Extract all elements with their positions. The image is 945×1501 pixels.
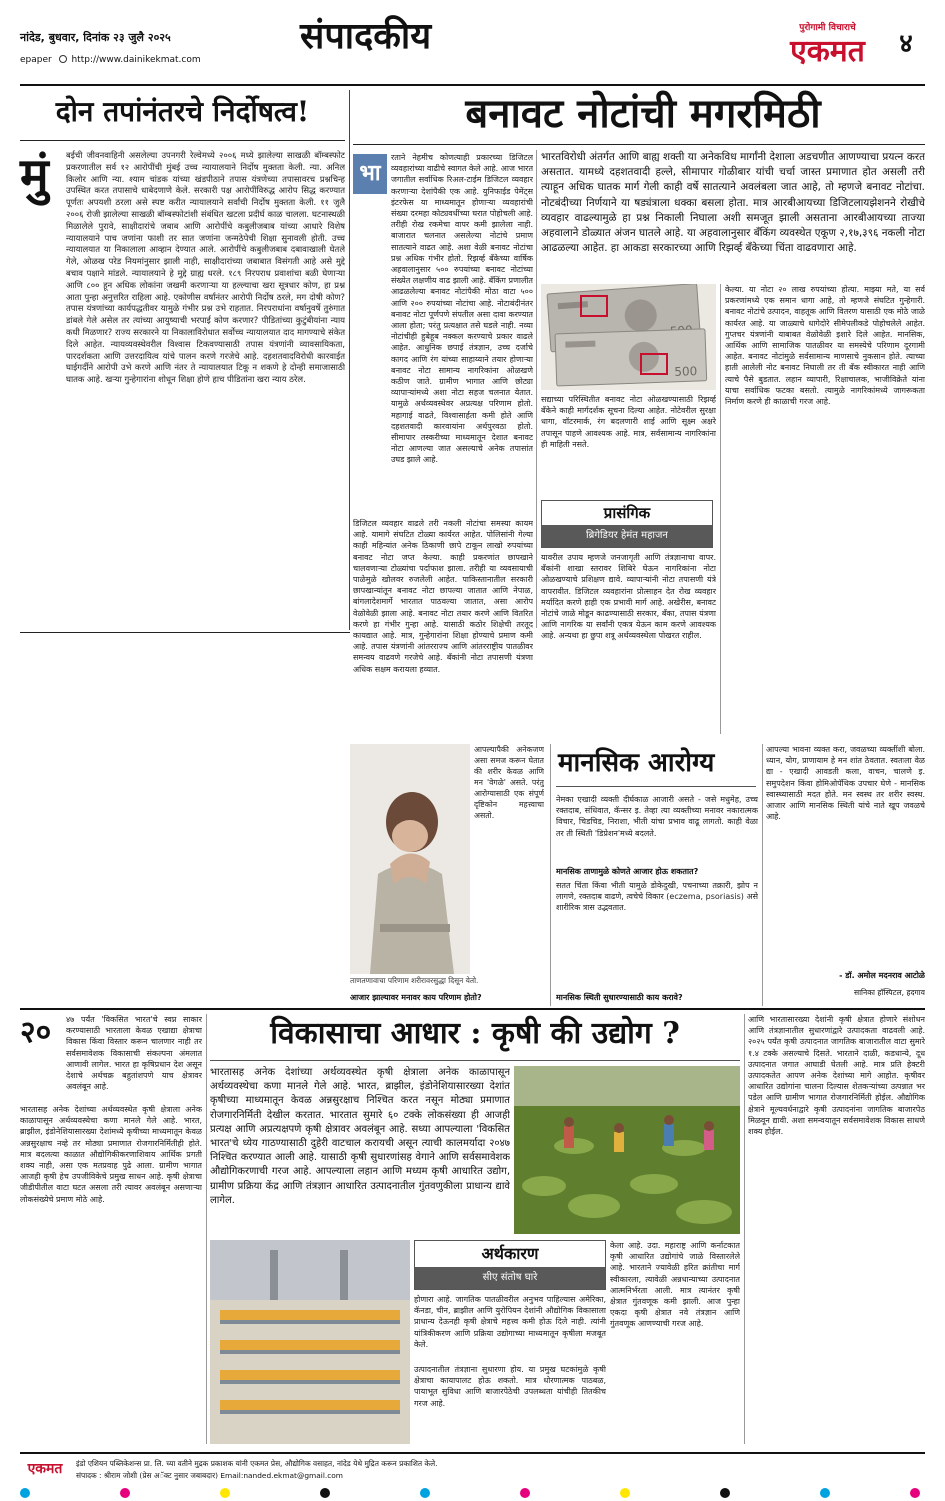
registration-dot bbox=[910, 1488, 920, 1498]
byline-label: प्रासंगिक bbox=[603, 504, 651, 522]
svg-text:500: 500 bbox=[674, 364, 698, 379]
banknote-photo bbox=[541, 284, 716, 390]
column-rule-main bbox=[349, 90, 350, 630]
agri-col1: भारतासह अनेक देशांच्या अर्थव्यवस्थेत कृषी क्षेत्राला अनेक काळापासून अर्थव्यवस्थेचा कणा मानले गेले आहे. भारत, ब्राझील, इंडोनेशियासारख्या देशांमध्ये कृषीच्या माध्यमातून केवळ अन्नसुरक्षाच नव्हे तर मोठ्या प्रमाणात रोजगारनिर्मितीही होते. मात्र बदलत्या काळात औद्योगिकीकरणाशिवाय आर्थिक प्रगती शक्य नाही, असा एक मतप्रवाह पुढे आला. ग्रामीण भागात आजही कृषी हेच उपजीविकेचे प्रमुख साधन आहे. कृषी क्षेत्राचा जीडीपीतील वाटा घटत असला तरी त्यावर अवलंबून असणाऱ्या लोकसंख्येचे प्रमाण मोठे आहे. bbox=[20, 1105, 202, 1204]
feature-headline: बनावट नोटांची मगरमिठी bbox=[465, 90, 821, 137]
feature-col1: रताने नेहमीच कोणत्याही प्रकारच्या डिजिटल व्यवहारांच्या वाढीचे स्वागत केले आहे. आज भारत जगातील सर्वाधिक रिअल-टाईम डिजिटल व्यवहार करणाऱ्या देशांपैकी एक आहे. युनिफाईड पेमेंट्स इंटरफेस या माध्यमातून होणाऱ्या व्यवहारांची संख्या दरमहा कोट्यवधींच्या घरात पोहोचली आहे. तरीही रोख रकमेचा वापर कमी झालेला नाही. बाजारात चलनात असलेल्या नोटांचे प्रमाण सातत्याने वाढत आहे. अशा वेळी बनावट नोटांचा प्रश्न अधिक गंभीर होतो. रिझर्व्ह बँकेच्या वार्षिक अहवालानुसार ५०० रुपयांच्या बनावट नोटांच्या संख्येत लक्षणीय वाढ झाली आहे. बँकिंग प्रणालीत आढळलेल्या बनावट नोटांपैकी मोठा वाटा ५०० आणि २०० रुपयांच्या नोटांचा आहे. नोटाबंदीनंतर बनावट नोटा पूर्णपणे संपतील असा दावा करण्यात आला होता; परंतु प्रत्यक्षात तसे घडले नाही. नव्या नोटांचीही हुबेहूब नक्कल करण्याचे प्रकार वाढले आहेत. आधुनिक छपाई तंत्रज्ञान, उच्च दर्जाचे कागद आणि रंग यांच्या साहाय्याने तयार होणाऱ्या बनावट नोटा सामान्य नागरिकांना ओळखणे कठीण जाते. ग्रामीण भागात आणि छोट्या व्यापाऱ्यांमध्ये अशा नोटा सहज चलनात येतात. यामुळे अर्थव्यवस्थेवर अप्रत्यक्ष परिणाम होतो. महागाई वाढते, विश्वासार्हता कमी होते आणि दहशतवादी कारवायांना अर्थपुरवठा होतो. सीमापार तस्करीच्या माध्यमातून देशात बनावट नोटा आणल्या जात असल्याचे अनेक तपासांत उघड झाले आहे. bbox=[391, 153, 533, 465]
feature-col-rule-1 bbox=[536, 150, 537, 628]
editorial-headline-rule bbox=[20, 140, 345, 141]
agri-headline-rule bbox=[210, 1060, 740, 1061]
feature-headline-rule bbox=[353, 144, 925, 145]
registration-dot bbox=[720, 1488, 730, 1498]
registration-dot bbox=[620, 1488, 630, 1498]
agri-col-mid3: उत्पादनातील तंत्रज्ञाना सुधारणा होय. या प्रमुख घटकांमुळे कृषी क्षेत्राचा कायापालट होऊ शकतो. मात्र धोरणात्मक पाठबळ, पायाभूत सुविधा आणि बाजारपेठेची उपलब्धता यांचीही तितकीच गरज आहे. bbox=[414, 1365, 606, 1408]
agri-headline: विकासाचा आधार : कृषी की उद्योग ? bbox=[270, 1016, 680, 1051]
agri-col-rule-2 bbox=[744, 1014, 745, 1444]
registration-dot bbox=[320, 1488, 330, 1498]
byline-author: ब्रिगेडियर हेमंत महाजन bbox=[542, 525, 712, 547]
mental-headline-rule bbox=[556, 786, 756, 787]
mental-sub1: मानसिक ताणामुळे कोणते आजार होऊ शकतात? bbox=[556, 867, 699, 876]
footer-imprint-2: संपादक : श्रीराम जोशी (प्रेस अॅक्ट नुसार जबाबदार) Email:nanded.ekmat@gmail.com bbox=[76, 1471, 344, 1480]
epaper-link[interactable]: http://www.dainikekmat.com bbox=[71, 55, 201, 65]
stressed-woman-illustration bbox=[350, 744, 470, 974]
agri-col-mid1: केला आहे. उदा. महाराष्ट्र आणि कर्नाटकात कृषी आधारित उद्योगांचे जाळे विस्तारलेले आहे. भारताने ज्यावेळी हरित क्रांतीचा मार्ग स्वीकारला, त्यावेळी अन्नधान्याच्या उत्पादनात आत्मनिर्भरता आली. मात्र त्यानंतर कृषी क्षेत्रात गुंतवणूक कमी झाली. आज पुन्हा एकदा कृषी क्षेत्रात नवे तंत्रज्ञान आणि गुंतवणूक आणण्याची गरज आहे. bbox=[610, 1241, 740, 1329]
registration-dot bbox=[20, 1488, 30, 1498]
brand-name: एकमत bbox=[790, 34, 865, 69]
editorial-headline: दोन तपांनंतरचे निर्दोषत्व! bbox=[55, 95, 310, 128]
mental-byline: - डॉ. अमोल मदनराव आटोळे bbox=[839, 971, 925, 980]
editorial-body: बईची जीवनवाहिनी असलेल्या उपनगरी रेल्वेमध्ये २००६ मध्ये झालेल्या साखळी बॉम्बस्फोट प्रकरणातील सर्व १२ आरोपींची मुंबई उच्च न्यायालयाने निर्दोष मुक्तता केली. न्या. अनिल किलोर आणि न्या. श्याम चांडक यांच्या खंडपीठाने तपास यंत्रणेच्या तपासावरच प्रश्नचिन्ह उपस्थित करत तपासाचे धाबेदणाणे केले. सरकारी पक्ष आरोपींविरुद्ध आरोप सिद्ध करण्यात पूर्णतः अपयशी ठरला असे स्पष्ट करीत न्यायालयाने सर्वांची निर्दोष मुक्तता केली. ११ जुलै २००६ रोजी झालेल्या साखळी बॉम्बस्फोटांशी संबंधित खटला प्रदीर्घ काळ चालला. घटनास्थळी मिळालेले पुरावे, साक्षीदारांचे जबाब आणि आरोपींचे कबुलीजबाब यांच्या आधारे विशेष न्यायालयाने पाच जणांना फाशी तर सात जणांना जन्मठेपेची शिक्षा सुनावली होती. उच्च न्यायालयात या निकालाला आव्हान देण्यात आले. आरोपींचे कबुलीजबाब दबावाखाली घेतले गेले, ओळख परेड नियमांनुसार झाली नाही, साक्षीदारांच्या जबाबात विसंगती आहे असे मुद्दे बचाव पक्षाने मांडले. न्यायालयाने हे मुद्दे ग्राह्य धरले. १८९ निरपराध प्रवाशांचा बळी घेणाऱ्या आणि ८०० हून अधिक लोकांना जखमी करणाऱ्या या हल्ल्याचा खरा सूत्रधार कोण, हा प्रश्न आता पुन्हा अनुत्तरित राहिला आहे. एकोणीस वर्षांनंतर आरोपी निर्दोष ठरले, मग दोषी कोण? तपास यंत्रणांच्या कार्यपद्धतीवर यामुळे गंभीर प्रश्न उभे राहतात. निरपराधांना वर्षानुवर्षे तुरुंगात डांबले गेले असेल तर त्यांच्या आयुष्याची भरपाई कोण करणार? पीडितांच्या कुटुंबीयांना न्याय कधी मिळणार? राज्य सरकारने या निकालाविरोधात सर्वोच्च न्यायालयात दाद मागण्याचे संकेत दिले आहेत. न्यायव्यवस्थेवरील विश्वास टिकवण्यासाठी तपास यंत्रणांनी व्यावसायिकता, पारदर्शकता आणि उत्तरदायित्व यांचे पालन करणे गरजेचे आहे. दहशतवादविरोधी कारवाईत घाईगर्दीने आरोपी उभे करणे आणि नंतर ते न्यायालयात टिकू न शकणे हे दोन्ही समाजासाठी घातक आहे. खऱ्या गुन्हेगारांना शोधून शिक्षा होणे हाच पीडितांना खरा न्याय ठरेल. bbox=[66, 150, 345, 385]
feature-intro: भारतविरोधी अंतर्गत आणि बाह्य शक्ती या अनेकविध मार्गांनी देशाला अडचणीत आणण्याचा प्रयत्न करत असतात. यामध्ये दहशतवादी हल्ले, सीमापार गोळीबार यांची चर्चा जास्त प्रमाणात होत असली तरी त्याहून अधिक घातक मार्ग गेली काही वर्षे सातत्याने अवलंबला जात आहे, तो म्हणजे बनावट नोटांचा. नोटबंदीच्या निर्णयाने या षड्यंत्राला धक्का बसला होता. मात्र आरबीआयच्या डिजिटलायझेशनने रोखीचे व्यवहार वाढल्यामुळे हा प्रश्न निकाली निघाला अशी समजूत झाली असताना आरबीआयच्या ताज्या अहवालाने डोळ्यात अंजन घातले आहे. या अहवालानुसार बँकिंग व्यवस्थेत एकूण २,१७,३९६ नकली नोटा आढळल्या आहेत. हा आकडा सरकारच्या आणि रिझर्व्ह बँकेच्या चिंता वाढवणारा आहे. bbox=[541, 151, 925, 255]
agri-byline-box bbox=[414, 1240, 606, 1290]
mental-col-rule bbox=[550, 744, 551, 1006]
footer bbox=[20, 1452, 925, 1484]
mental-body-right: आपल्या भावना व्यक्त करा, जवळच्या व्यक्तींशी बोला. ध्यान, योग, प्राणायाम हे मन शांत ठेवतात. स्वतःला वेळ द्या - एखादी आवडती कला, वाचन, चालणे इ. समुपदेशन किंवा होमिओपॅथिक उपचार घेणे - मानसिक स्वास्थ्यासाठी मदत होते. मन स्वस्थ तर शरीर स्वस्थ. आजार आणि मानसिक स्थिती यांचे नाते खूप जवळचे आहे. bbox=[766, 745, 925, 822]
brand-logo bbox=[770, 22, 885, 74]
epaper-line bbox=[20, 55, 201, 65]
registration-marks bbox=[0, 1486, 945, 1500]
mental-q1: आजार झाल्यावर मनावर काय परिणाम होतो? bbox=[350, 993, 482, 1002]
date-line: नांदेड, बुधवार, दिनांक २३ जुलै २०२५ bbox=[20, 31, 171, 44]
agri-col-mid2: होणारा आहे. जागतिक पातळीवरील अनुभव पाहिल्यास अमेरिका, कॅनडा, चीन, ब्राझील आणि युरोपियन देशांनी औद्योगिक विकासाला प्राधान्य देऊनही कृषी क्षेत्राचे महत्त्व कमी होऊ दिले नाही. त्यांनी यांत्रिकीकरण आणि प्रक्रिया उद्योगाच्या माध्यमातून कृषीला मजबूत केले. bbox=[414, 1295, 606, 1349]
agri-col-right: आणि भारतासारख्या देशांनी कृषी क्षेत्रात होणारे संशोधन आणि तंत्रज्ञानातील सुधारणांद्वारे उत्पादकता वाढवली आहे. २०२५ पर्यंत कृषी उत्पादनात जागतिक बाजारातील वाटा सुमारे १.४ टक्के असल्याचे दिसते. भारताने दाळी, कडधान्ये, दूध उत्पादनात जगात आघाडी घेतली आहे. मात्र प्रति हेक्टरी उत्पादकतेत आपण अनेक देशांच्या मागे आहोत. कृषीवर आधारित उद्योगांना चालना दिल्यास शेतकऱ्यांच्या उत्पन्नात भर पडेल आणि ग्रामीण भागात रोजगारनिर्मिती होईल. औद्योगिक क्षेत्राने मूल्यवर्धनाद्वारे कृषी उत्पादनांना जागतिक बाजारपेठ मिळवून द्यावी. अशा समन्वयातून सर्वसमावेशक विकास साधणे शक्य होईल. bbox=[748, 1015, 925, 1137]
mental-caption-side: आपल्यापैकी अनेकजण असा समज करून घेतात की शरीर केवळ आणि मन 'वेगळे' असते. परंतु आरोग्यासाठी एक संपूर्ण दृष्टिकोन महत्त्वाचा असतो. bbox=[474, 745, 544, 820]
epaper-label: epaper bbox=[20, 55, 52, 65]
brand-tagline: पुरोगामी विचाराचे bbox=[799, 23, 856, 33]
mental-q2: मानसिक स्थिती सुधारण्यासाठी काय करावे? bbox=[556, 993, 683, 1002]
banknote-illustration bbox=[541, 284, 716, 390]
mental-image-caption: ताणतणावाचा परिणाम शरीरावरसुद्धा दिसून येतो. bbox=[350, 976, 479, 985]
mental-body-left2: सतत चिंता किंवा भीती यामुळे डोकेदुखी, पचनाच्या तक्रारी, झोप न लागणे, रक्तदाब वाढणे, त्वचेचे विकार (eczema, psoriasis) असे शारीरिक त्रास उद्भवतात. bbox=[556, 881, 758, 913]
page-number: ४ bbox=[899, 29, 913, 59]
farm-illustration bbox=[514, 1066, 740, 1234]
masthead bbox=[0, 0, 945, 86]
feature-dropcap: भा bbox=[353, 154, 387, 194]
factory-photo bbox=[210, 1240, 410, 1444]
editorial-dropcap: मुं bbox=[20, 148, 49, 204]
registration-dot bbox=[820, 1488, 830, 1498]
stressed-woman-photo bbox=[350, 744, 470, 974]
farm-photo bbox=[514, 1066, 740, 1234]
agri-col-rule-1 bbox=[206, 1014, 207, 1444]
agri-dropcap: २० bbox=[20, 1015, 52, 1050]
registration-dot bbox=[220, 1488, 230, 1498]
mental-headline: मानसिक आरोग्य bbox=[558, 748, 715, 778]
byline-box bbox=[541, 500, 713, 548]
factory-illustration bbox=[210, 1240, 410, 1444]
mental-col-rule-2 bbox=[762, 744, 763, 1006]
feature-col3a: सद्याच्या परिस्थितीत बनावट नोटा ओळखण्यासाठी रिझर्व्ह बँकेने काही मार्गदर्शक सूचना दिल्या आहेत. नोटेवरील सुरक्षा धागा, वॉटरमार्क, रंग बदलणारी शाई आणि सूक्ष्म अक्षरे तपासून पाहणे आवश्यक आहे. मात्र, सर्वसामान्य नागरिकांना ही माहिती नसते. bbox=[541, 395, 716, 449]
agri-byline-author: सीए संतोष घारे bbox=[415, 1267, 605, 1289]
registration-dot bbox=[520, 1488, 530, 1498]
mental-health-section bbox=[350, 738, 925, 1008]
editorial-left bbox=[20, 88, 345, 630]
agri-intro: ४७ पर्यंत 'विकसित भारत'चे स्वप्न साकार करण्यासाठी भारताला केवळ एखाद्या क्षेत्राचा विकास किंवा विस्तार करून चालणार नाही तर सर्वसमावेशक विकासाची संकल्पना अंमलात आणावी लागेल. भारत हा कृषिप्रधान देश असून देशाचे अर्थचक्र बहुतांशपणे याच क्षेत्रावर अवलंबून आहे. bbox=[66, 1015, 202, 1092]
footer-imprint-1: इंडो एशियन पब्लिकेशन्स प्रा. लि. च्या वतीने मुद्रक प्रकाशक यांनी एकमत प्रेस, औद्योगिक वसाहत, नांदेड येथे मुद्रित करून प्रकाशित केले. bbox=[76, 1459, 438, 1468]
mental-body-left: नेमका एखादी व्यक्ती दीर्घकाळ आजारी असते - जसे मधुमेह, उच्च रक्तदाब, संधिवात, कॅन्सर इ. तेव्हा त्या व्यक्तीच्या मनावर नकारात्मक विचार, चिडचिड, निराशा, भीती यांचा प्रभाव वाढू लागतो. काही वेळा तर ती स्थिती 'डिप्रेशन'मध्ये बदलते. bbox=[556, 795, 758, 838]
mental-affiliation: सानिका हॉस्पिटल, हदगाव bbox=[853, 988, 925, 997]
section-title: संपादकीय bbox=[300, 15, 432, 57]
feature-col3b: यावरील उपाय म्हणजे जनजागृती आणि तंत्रज्ञानाचा वापर. बँकांनी शाखा स्तरावर शिबिरे घेऊन नागरिकांना नोटा ओळखण्याचे प्रशिक्षण द्यावे. व्यापाऱ्यांनी नोटा तपासणी यंत्रे वापरावीत. डिजिटल व्यवहारांना प्रोत्साहन देत रोख व्यवहार मर्यादित करणे हाही एक प्रभावी मार्ग आहे. अखेरीस, बनावट नोटांचे जाळे मोडून काढण्यासाठी सरकार, बँका, तपास यंत्रणा आणि नागरिक या सर्वांनी एकत्र येऊन काम करणे आवश्यक आहे. अन्यथा हा छुपा शत्रू अर्थव्यवस्थेला पोखरत राहील. bbox=[541, 553, 716, 641]
globe-icon bbox=[59, 55, 67, 63]
feature-col2: डिजिटल व्यवहार वाढले तरी नकली नोटांचा समस्या कायम आहे. यामागे संघटित टोळ्या कार्यरत आहेत. पोलिसांनी गेल्या काही महिन्यांत अनेक ठिकाणी छापे टाकून लाखो रुपयांच्या बनावट नोटा जप्त केल्या. काही प्रकरणांत छापखाने चालवणाऱ्या टोळ्यांचा पर्दाफाश झाला. तरीही या व्यवसायाची पाळेमुळे खोलवर रुजलेली आहेत. पाकिस्तानातील सरकारी छापखान्यांतून बनावट नोटा छापल्या जातात आणि नेपाळ, बांगलादेशमार्गे भारतात पाठवल्या जातात, असा आरोप वेळोवेळी झाला आहे. बनावट नोटा तयार करणे आणि वितरित करणे हा गंभीर गुन्हा आहे. यासाठी कठोर शिक्षेची तरतूद कायद्यात आहे. मात्र, गुन्हेगारांना शिक्षा होण्याचे प्रमाण कमी आहे. तपास यंत्रणांनी आंतरराज्य आणि आंतरराष्ट्रीय पातळीवर समन्वय वाढवणे गरजेचे आहे. बँकांनी नोटा तपासणी यंत्रणा अधिक सक्षम करायला हव्यात. bbox=[353, 519, 533, 674]
registration-dot bbox=[420, 1488, 430, 1498]
agri-section bbox=[20, 1012, 925, 1452]
registration-dot bbox=[120, 1488, 130, 1498]
feature-col4: केल्या. या नोटा २० लाख रुपयांच्या होत्या. माझ्या मते, या सर्व प्रकरणांमध्ये एक समान धागा आहे, तो म्हणजे संघटित गुन्हेगारी. बनावट नोटांचे उत्पादन, वाहतूक आणि वितरण यासाठी एक मोठे जाळे कार्यरत आहे. या जाळ्याचे धागेदोरे सीमेपलीकडे पोहोचलेले आहेत. गुप्तचर यंत्रणांनी याबाबत वेळोवेळी इशारे दिले आहेत. मानसिक, आर्थिक आणि सामाजिक पातळीवर या समस्येचे परिणाम दूरगामी आहेत. बनावट नोटांमुळे सर्वसामान्य माणसाचे नुकसान होते. त्याच्या हाती आलेली नोट बनावट निघाली तर ती बँक स्वीकारत नाही आणि त्याचे पैसे बुडतात. लहान व्यापारी, रिक्षाचालक, भाजीविक्रेते यांना याचा सर्वाधिक फटका बसतो. त्यामुळे नागरिकांमध्ये जागरूकता निर्माण करणे ही काळाची गरज आहे. bbox=[725, 285, 925, 407]
agri-byline-label: अर्थकारण bbox=[481, 1244, 539, 1263]
agri-lead: भारतासह अनेक देशांच्या अर्थव्यवस्थेत कृषी क्षेत्राला अनेक काळापासून अर्थव्यवस्थेचा कणा मानले गेले आहे. भारत, ब्राझील, इंडोनेशियासारख्या देशांत कृषीच्या माध्यमातून केवळ अन्नसुरक्षाच निश्चित करत नसून मोठ्या प्रमाणात रोजगारनिर्मिती देखील करतात. भारतात सुमारे ६० टक्के लोकसंख्या ही आजही प्रत्यक्ष आणि अप्रत्यक्षपणे कृषी क्षेत्रावर अवलंबून आहे. सध्या आपल्याला 'विकसित भारत'चे ध्येय गाठण्यासाठी दुहेरी वाटचाल करायची असून त्याची कालमर्यादा २०४७ निश्चित करण्यात आली आहे. यासाठी कृषी सुधारणांसह वेगाने आणि सर्वसमावेशक औद्योगिकरणाची गरज आहे. आपल्याला लहान आणि मध्यम कृषी आधारित उद्योग, ग्रामीण प्रक्रिया केंद्र आणि तंत्रज्ञान आधारित उत्पादनातील गुंतवणुकीला प्राधान्य द्यावे लागेल. bbox=[210, 1067, 510, 1206]
footer-brand: एकमत bbox=[27, 1461, 63, 1477]
section-rule-1 bbox=[20, 632, 350, 633]
footer-logo bbox=[20, 1458, 70, 1482]
feature-col-rule-3 bbox=[720, 284, 721, 734]
feature-main bbox=[353, 88, 925, 738]
